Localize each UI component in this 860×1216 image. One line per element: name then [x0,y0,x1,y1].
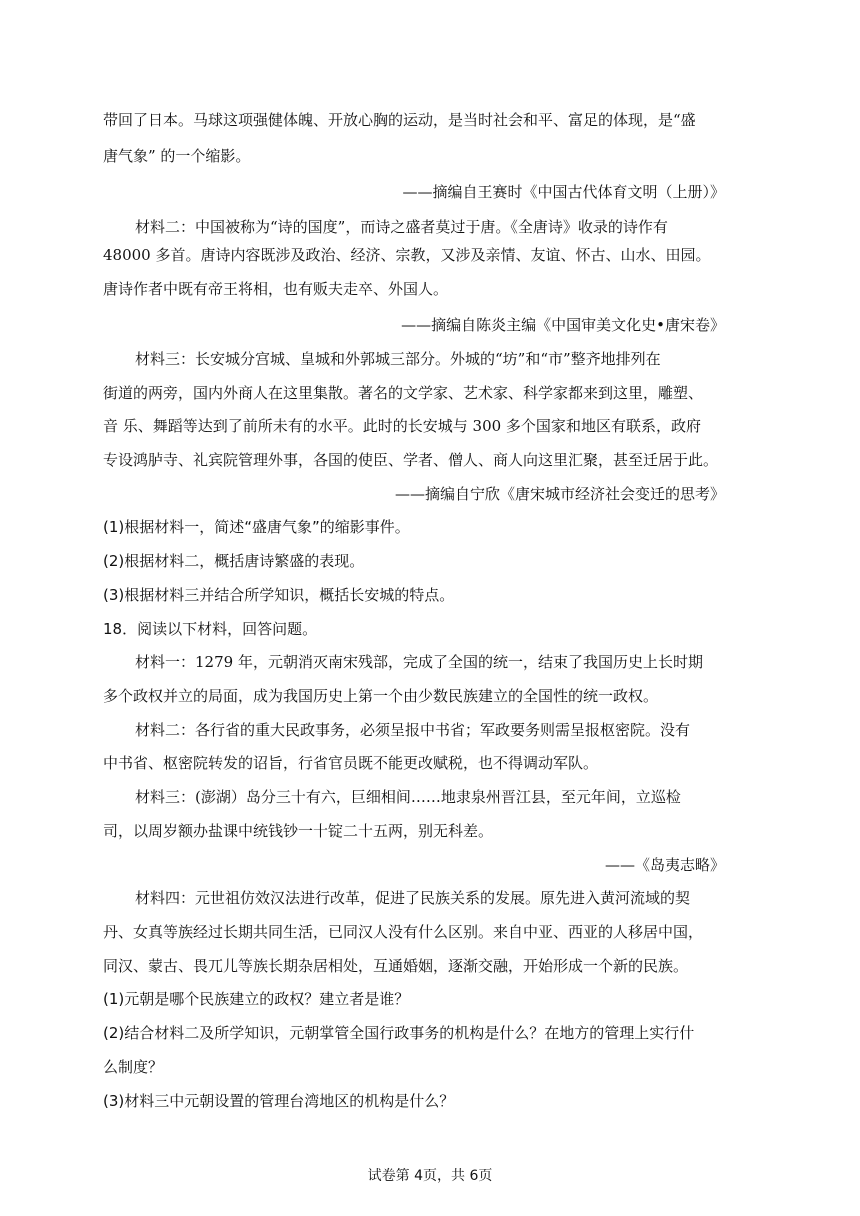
material-text: 材料二：各行省的重大民政事务，必须呈报中书省；军政要务则需呈报枢密院。没有 [135,721,691,739]
material-text: 多个政权并立的局面，成为我国历史上第一个由少数民族建立的全国性的统一政权。 [103,687,659,705]
question-item: (1)根据材料一，简述“盛唐气象”的缩影事件。 [103,518,410,536]
material-text: 材料四：元世祖仿效汉法进行改革，促进了民族关系的发展。原先进入黄河流域的契 [135,889,691,907]
material-text: 材料三：(澎湖）岛分三十有六，巨细相间……地隶泉州晋江县，至元年间，立巡检 [135,788,681,806]
material-text: 街道的两旁，国内外商人在这里集散。著名的文学家、艺术家、科学家都来到这里，雕塑、 [103,384,704,402]
material-text: 丹、女真等族经过长期共同生活，已同汉人没有什么区别。来自中亚、西亚的人移居中国， [103,923,704,941]
question-item: 么制度？ [103,1058,164,1076]
material-text: 材料三：长安城分宫城、皇城和外郭城三部分。外城的“坊”和“市”整齐地排列在 [135,350,661,368]
text-line: 带回了日本。马球这项强健体魄、开放心胸的运动，是当时社会和平、富足的体现，是“盛 [103,111,696,129]
question-item: (2)根据材料二，概括唐诗繁盛的表现。 [103,552,365,570]
question-heading: 18．阅读以下材料，回答问题。 [103,620,318,638]
source-citation: ——《岛夷志略》 [604,856,725,874]
material-text: 音 乐、舞蹈等达到了前所未有的水平。此时的长安城与 300 多个国家和地区有联系，政府 [103,417,701,435]
material-text: 同汉、蒙古、畏兀儿等族长期杂居相处，互通婚姻，逐渐交融，开始形成一个新的民族。 [103,957,689,975]
material-text: 唐诗作者中既有帝王将相，也有贩夫走卒、外国人。 [103,280,449,298]
text-line: 唐气象” 的一个缩影。 [103,147,251,165]
question-item: (1)元朝是哪个民族建立的政权？建立者是谁？ [103,990,410,1008]
source-citation: ——摘编自陈炎主编《中国审美文化史•唐宋卷》 [401,316,725,334]
source-citation: ——摘编自王赛时《中国古代体育文明（上册）》 [402,183,725,201]
material-text: 专设鸿胪寺、礼宾院管理外事，各国的使臣、学者、僧人、商人向这里汇聚，甚至迁居于此。 [103,451,719,469]
question-item: (2)结合材料二及所学知识，元朝掌管全国行政事务的机构是什么？在地方的管理上实行什 [103,1024,695,1042]
material-text: 中书省、枢密院转发的诏旨，行省官员既不能更改赋税，也不得调动军队。 [103,754,599,772]
material-text: 48000 多首。唐诗内容既涉及政治、经济、宗教，又涉及亲情、友谊、怀古、山水、田园。 [103,246,711,264]
material-text: 司，以周岁额办盐课中统钱钞一十锭二十五两，别无科差。 [103,822,494,840]
question-item: (3)根据材料三并结合所学知识，概括长安城的特点。 [103,586,455,604]
question-item: (3)材料三中元朝设置的管理台湾地区的机构是什么？ [103,1092,455,1110]
material-text: 材料二：中国被称为“诗的国度”，而诗之盛者莫过于唐。《全唐诗》收录的诗作有 [135,218,668,236]
source-citation: ——摘编自宁欣《唐宋城市经济社会变迁的思考》 [394,485,725,503]
material-text: 材料一：1279 年，元朝消灭南宋残部，完成了全国的统一，结束了我国历史上长时期 [135,653,703,671]
page-footer: 试卷第 4页，共 6页 [367,1168,493,1184]
